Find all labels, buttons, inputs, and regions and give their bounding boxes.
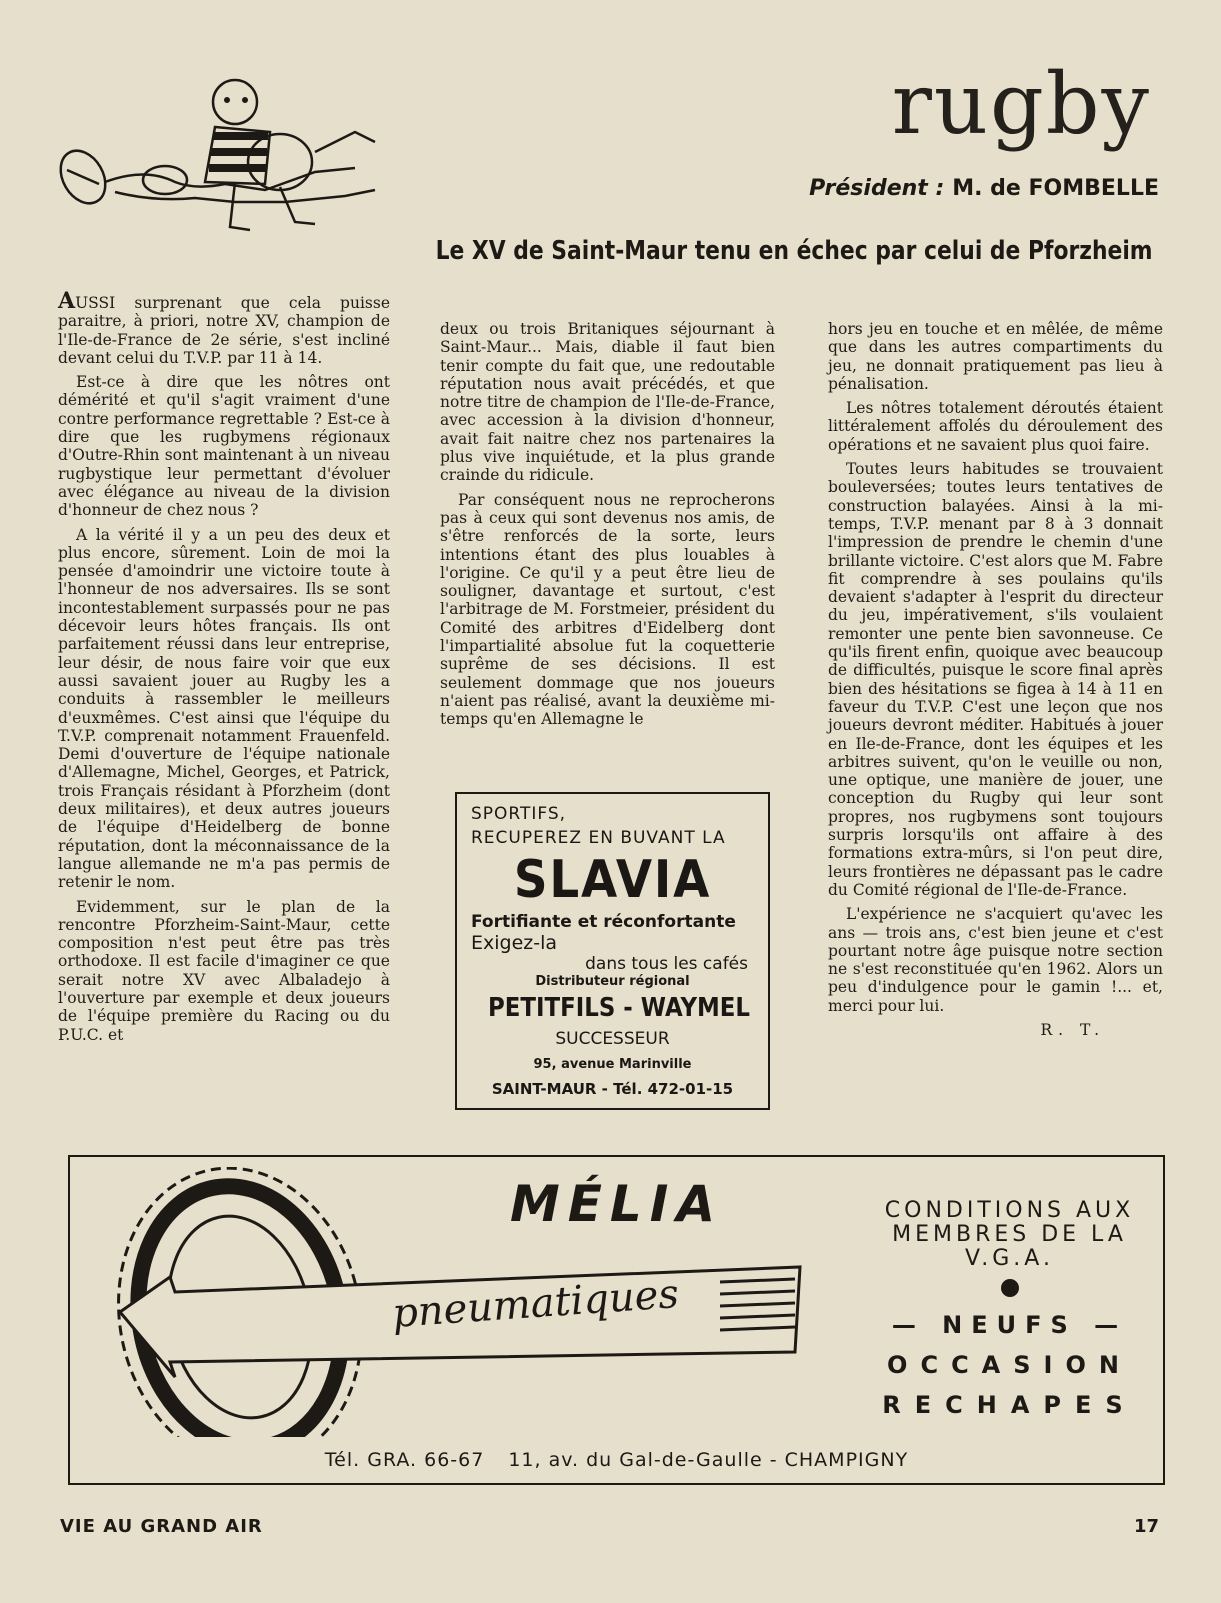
melia-conditions: CONDITIONS AUX MEMBRES DE LA V.G.A.	[884, 1198, 1135, 1271]
article-paragraph: Evidemment, sur le plan de la rencontre Pforzheim-Saint-Maur, cette composition n'est peut être pas très orthodoxe. Il est facile d'imaginer ce que serait notre XV avec Albaladejo à l'ouverture par exemple et deux joueurs de l'équipe première du Racing ou du P.U.C. et	[58, 897, 390, 1044]
ad-line: SPORTIFS,	[471, 804, 567, 824]
rugby-cartoon-illustration	[55, 72, 385, 242]
melia-phone: Tél. GRA. 66-67	[324, 1449, 485, 1471]
melia-advertisement	[68, 1155, 1165, 1485]
president-line	[809, 176, 1159, 201]
ad-address: 95, avenue Marinville	[533, 1057, 692, 1072]
ad-line: Fortifiante et réconfortante	[471, 912, 736, 932]
article-paragraph: Par conséquent nous ne reprocherons pas à ceux qui sont devenus nos amis, de s'être renforcés de la sorte, leurs intentions étant des plus louables à l'origine. Ce qu'il y a peut être lieu de souligner, davantage et surtout, c'est l'arbitrage de M. Forstmeier, président du Comité des arbitres d'Eidelberg dont l'impartialité absolue fut la coquetterie suprême de ses décisions. Il est seulement dommage que nos joueurs n'aient pas réalisé, avant la deuxième mi-temps qu'en Allemagne le	[440, 490, 775, 729]
article-paragraph: Toutes leurs habitudes se trouvaient bouleversées; toutes leurs tentatives de construction balayées. Ainsi à la mi-temps, T.V.P. menant par 8 à 3 donnait l'impression de prendre le chemin d'une brillante victoire. C'est alors que M. Fabre fit comprendre à ses poulains qu'ils devaient s'adapter à l'esprit du directeur du jeu, impérativement, s'ils voulaient remonter une pente bien savonneuse. Ce qu'ils firent enfin, quoique avec beaucoup de difficultés, puisque le score final après bien des hésitations se figea à 14 à 11 en faveur du T.V.P. C'est une leçon que nos joueurs devront méditer. Habitués à jouer en Ile-de-France, dont les équipes et les arbitres suivent, qu'on le veuille ou non, une optique, une manière de jouer, une conception du Rugby qui leur sont propres, nos rugbymens sont toujours surpris lorsqu'ils ont affaire à des formations extra-mûrs, si l'on peut dire, leurs frontières ne dépassant pas le cadre du Comité régional de l'Ile-de-France.	[828, 460, 1163, 899]
article-paragraph: deux ou trois Britaniques séjournant à Saint-Maur... Mais, diable il faut bien tenir compte du fait que, une redoutable réputation nous avait précédés, et que notre titre de champion de l'Ile-de-France, avec accession à la division d'honneur, avait fait naitre chez nos partenaires la plus vive inquiétude, et la plus grande crainde du ridicule.	[440, 320, 775, 485]
slavia-advertisement	[455, 792, 770, 1110]
article-paragraph: Les nôtres totalement déroutés étaient littéralement affolés du déroulement des opérations et ne savaient plus quoi faire.	[828, 399, 1163, 454]
magazine-name: VIE AU GRAND AIR	[60, 1516, 263, 1537]
ad-line: SUCCESSEUR	[555, 1029, 670, 1049]
article-paragraph: AUSSI surprenant que cela puisse paraitre, à priori, notre XV, champion de l'Ile-de-France de 2e série, s'est incliné devant celui du T.V.P. par 11 à 14.	[58, 288, 390, 367]
melia-offer	[867, 1199, 1152, 1419]
ad-line: Distributeur régional	[535, 974, 690, 989]
melia-contact	[70, 1449, 1163, 1471]
article-paragraph: A la vérité il y a un peu des deux et plus encore, sûrement. Loin de moi la pensée d'amoindrir une victoire toute à l'honneur de nos adversaires. Ils se sont incontestablement surpassés pour ne pas décevoir leurs hôtes français. Ils ont parfaitement réussi dans leur entreprise, leur désir, de nous faire voir que eux aussi savaient jouer au Rugby les a conduits à rassembler le meilleurs d'euxmêmes. C'est ainsi que l'équipe du T.V.P. comprenait notamment Frauenfeld. Demi d'ouverture de l'équipe nationale d'Allemagne, Michel, Georges, et Patrick, trois Français résidant à Pforzheim (dont deux militaires), et deux autres joueurs de l'équipe d'Heidelberg de bonne réputation, dont la méconnaissance de la langue allemande ne m'a pas permis de retenir le nom.	[58, 525, 390, 892]
article-paragraph: hors jeu en touche et en mêlée, de même que dans les autres compartiments du jeu, ne donnait pratiquement pas lieu à pénalisation.	[828, 320, 1163, 393]
melia-brand: MÉLIA	[510, 1175, 724, 1233]
article-column-3	[828, 320, 1163, 1039]
melia-neufs: — NEUFS —	[891, 1311, 1128, 1339]
article-column-2	[440, 320, 775, 735]
slavia-brand: SLAVIA	[513, 850, 712, 910]
ad-line: RECUPEREZ EN BUVANT LA	[471, 828, 726, 848]
section-title: rugby	[891, 55, 1151, 153]
page-number: 17	[1133, 1516, 1159, 1537]
ad-line: Exigez-la	[471, 932, 558, 954]
ad-contact: SAINT-MAUR - Tél. 472-01-15	[491, 1080, 734, 1098]
bullet-dot-icon	[1001, 1279, 1019, 1297]
president-name: M. de FOMBELLE	[952, 176, 1159, 201]
melia-rechapes: RECHAPES	[882, 1391, 1137, 1419]
drop-cap: A	[58, 288, 76, 314]
article-column-1	[58, 288, 390, 1050]
ad-line: dans tous les cafés	[585, 954, 748, 974]
article-headline: Le XV de Saint-Maur tenu en échec par celui de Pforzheim	[436, 236, 1153, 266]
melia-address: 11, av. du Gal-de-Gaulle - CHAMPIGNY	[508, 1449, 909, 1471]
melia-product: pneumatiques	[390, 1271, 681, 1337]
distributor-name: PETITFILS - WAYMEL	[487, 993, 751, 1023]
president-label: Président :	[809, 176, 945, 201]
article-signature: R. T.	[1040, 1020, 1105, 1039]
article-paragraph: L'expérience ne s'acquiert qu'avec les ans — trois ans, c'est bien jeune et c'est pourtant notre âge puisque notre section ne s'est reconstituée qu'en 1962. Alors un peu d'indulgence pour le gamin !... et, merci pour lui.	[828, 905, 1163, 1015]
article-paragraph: Est-ce à dire que les nôtres ont démérité et qu'il s'agit vraiment d'une contre performance regrettable ? Est-ce à dire que les rugbymens régionaux d'Outre-Rhin sont maintenant à un niveau rugbystique leur permettant d'évoluer avec élégance au niveau de la division d'honneur de chez nous ?	[58, 373, 390, 520]
melia-occasion: OCCASION	[887, 1351, 1132, 1379]
